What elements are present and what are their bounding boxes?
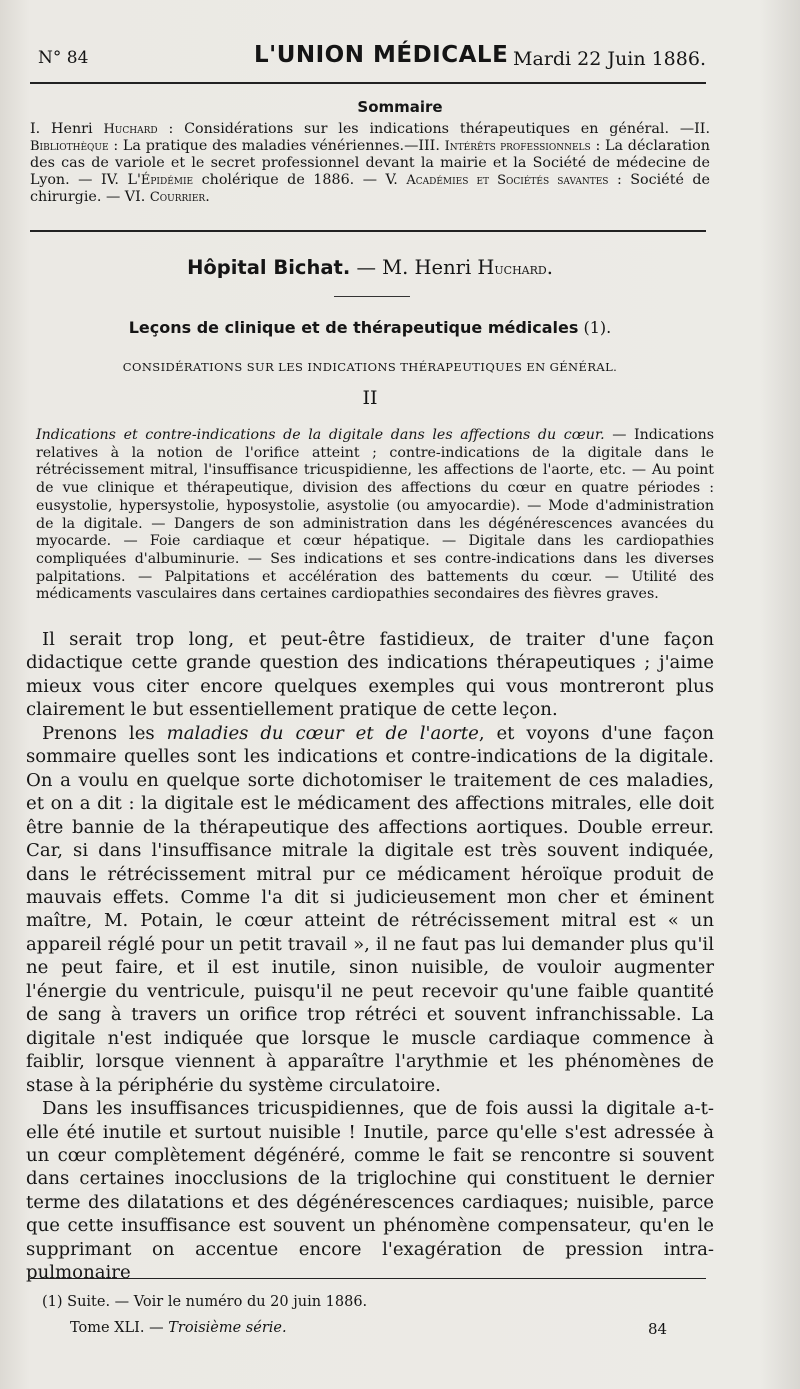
- sommaire-part: : La pratique des maladies vénériennes.—III.: [108, 138, 445, 154]
- journal-title: L'UNION MÉDICALE: [254, 42, 509, 68]
- paragraph-part: , et voyons d'une façon sommaire quelles sont les indications et contre-indications de la digitale. On a voulu en quelque sorte dichotomiser le traitement de ces maladies, et on a dit : la digitale est le médicament des affections mitrales, elle doit être bannie de la thérapeutique des affections aortiques. Double erreur. Car, si dans l'insuffisance mitrale la digitale est très souvent indiquée, dans le rétrécissement mitral pur ce médicament héroïque produit de mauvais effets. Comme l'a dit si judicieusement mon cher et éminent maître, M. Potain, le cœur atteint de rétrécissement mitral est « un appareil réglé pour un petit travail », il ne faut pas lui demander plus qu'il ne peut faire, et il est inutile, sinon nuisible, de vouloir augmenter l'énergie du ventricule, puisqu'il ne peut recevoir qu'une faible quantité de sang à travers un orifice trop rétréci et souvent infranchissable. La digitale n'est indiquée que lorsque le muscle cardiaque commence à faiblir, lorsque viennent à apparaître l'arythmie et les phénomènes de stase à la périphérie du système circulatoire.: [26, 722, 714, 1096]
- sommaire-section: Courrier: [149, 190, 206, 205]
- lessons-title-text: Leçons de clinique et de thérapeutique médicales: [128, 318, 579, 337]
- sommaire-text: [30, 121, 710, 206]
- section-number: II: [362, 387, 378, 409]
- hospital-name: Hôpital Bichat.: [187, 256, 351, 279]
- sommaire-rule: [30, 230, 706, 232]
- footnote: (1) Suite. — Voir le numéro du 20 juin 1886.: [42, 1294, 368, 1310]
- sommaire-section: Épidémie: [140, 173, 194, 188]
- issue-number: N° 84: [38, 48, 89, 68]
- volume-number: Tome XLI. —: [70, 1320, 169, 1336]
- sommaire-part: .: [205, 189, 210, 205]
- section-abstract: [36, 427, 714, 604]
- paragraph-part: Prenons les: [42, 722, 167, 744]
- sommaire-section: Intérêts professionnels: [444, 139, 591, 154]
- sommaire-part: : Société de chirurgie. — VI.: [30, 172, 711, 205]
- page-header: [36, 38, 706, 78]
- sommaire-part: : La déclaration des cas de variole et le secret professionnel devant la mairie et la Société de médecine de Lyon. — IV. L': [30, 138, 710, 188]
- sommaire-author: Huchard: [103, 122, 158, 137]
- series-label: Troisième série.: [168, 1320, 287, 1336]
- footnote-rule: [30, 1278, 706, 1279]
- sommaire-section: Académies et Sociétés savantes: [406, 173, 609, 188]
- author-name: uchard: [494, 259, 547, 278]
- paragraph: [26, 722, 714, 1097]
- abstract-italic: Indications et contre-indications de la digitale dans les affections du cœur.: [36, 427, 605, 443]
- sommaire-part: I. Henri: [30, 121, 104, 137]
- paragraph-italic: maladies du cœur et de l'aorte: [166, 722, 479, 744]
- author-prefix: — M. Henri H: [350, 256, 495, 279]
- paragraph: Dans les insuffisances tricuspidiennes, que de fois aussi la digitale a-t-elle été inutile et surtout nuisible ! Inutile, parce qu'elle s'est adressée à un cœur complètement dégénéré, comme le fait se rencontre si souvent dans certaines inocclusions de la triglochine qui constituent le dernier terme des dilatations et des dégénérescences cardiaques; nuisible, parce que cette insuffisance est souvent un phénomène compensateur, qu'en le supprimant on accentue encore l'exagération de pression intra-pulmonaire: [26, 1098, 714, 1284]
- article-subtitle: CONSIDÉRATIONS SUR LES INDICATIONS THÉRAPEUTIQUES EN GÉNÉRAL.: [122, 360, 618, 374]
- article-body: [26, 628, 714, 1285]
- page-number: 84: [648, 1320, 668, 1338]
- lessons-title: [0, 318, 740, 337]
- heading-divider: [334, 296, 410, 297]
- paragraph: Il serait trop long, et peut-être fastidieux, de traiter d'une façon didactique cette grande question des indications thérapeutiques ; j'aime mieux vous citer encore quelques exemples qui vous montreront plus clairement le but essentiellement pratique de cette leçon.: [26, 629, 714, 721]
- volume-info: [70, 1320, 287, 1336]
- footnote-ref: (1).: [578, 318, 612, 337]
- sommaire-part: cholérique de 1886. — V.: [193, 172, 407, 188]
- issue-date: Mardi 22 Juin 1886.: [513, 48, 706, 70]
- header-rule: [30, 82, 706, 84]
- article-heading: [0, 256, 740, 279]
- abstract-text: — Indications relatives à la notion de l'orifice atteint ; contre-indications de la digitale dans le rétrécissement mitral, l'insuffisance tricuspidienne, les affections de l'aorte, etc. — Au point de vue clinique et thérapeutique, division des affections du cœur en quatre périodes : eusystolie, hypersystolie, hyposystolie, asystolie (ou amyocardie). — Mode d'administration de la digitale. — Dangers de son administration dans les dégénérescences avancées du myocarde. — Foie cardiaque et cœur hépatique. — Digitale dans les cardiopathies compliquées d'albuminurie. — Ses indications et ses contre-indications dans les diverses palpitations. — Palpitations et accélération des battements du cœur. — Utilité des médicaments vasculaires dans certaines cardiopathies secondaires des fièvres graves.: [36, 427, 714, 603]
- sommaire-part: : Considérations sur les indications thérapeutiques en général. —II.: [157, 121, 710, 137]
- sommaire-title: Sommaire: [357, 98, 443, 116]
- sommaire-section: Bibliothèque: [30, 139, 109, 154]
- author-suffix: .: [546, 256, 553, 279]
